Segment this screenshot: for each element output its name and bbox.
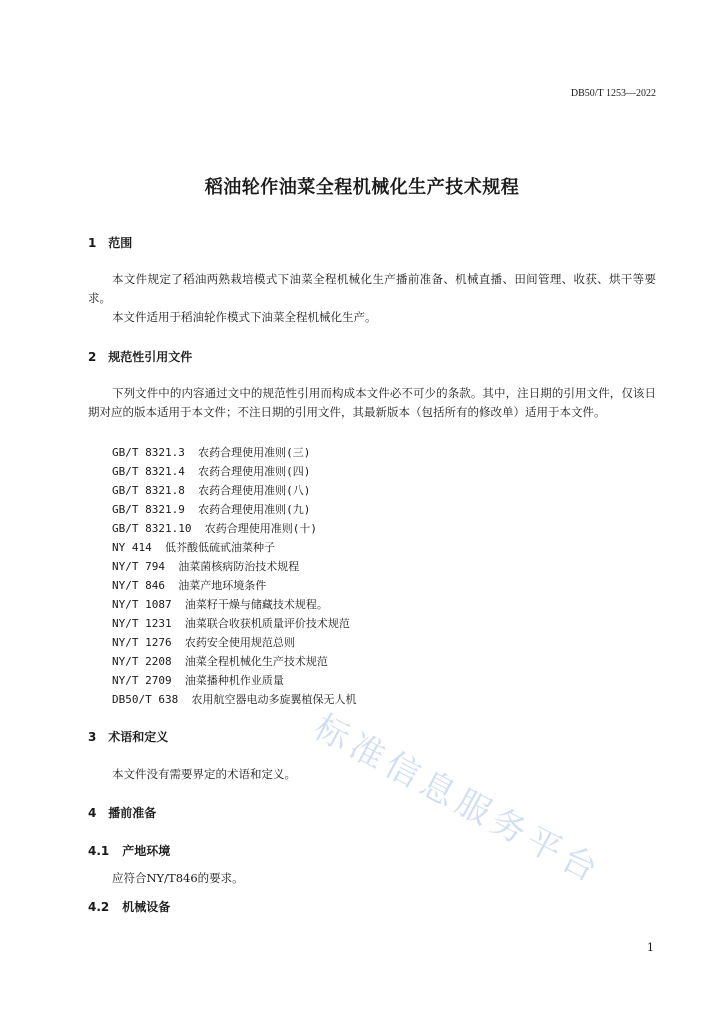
reference-item: NY/T 2208 油菜全程机械化生产技术规范 [112,655,328,668]
reference-item: NY/T 794 油菜菌核病防治技术规程 [112,560,300,573]
section-title: 范围 [108,236,133,250]
section-title: 术语和定义 [108,730,169,744]
reference-item: NY/T 1231 油菜联合收获机质量评价技术规范 [112,617,350,630]
section-number: 3 [88,730,97,744]
reference-item: DB50/T 638 农用航空器电动多旋翼植保无人机 [112,693,357,706]
watermark: 标准信息服务平台 [307,707,609,893]
reference-item: NY/T 2709 油菜播种机作业质量 [112,674,284,687]
reference-item: GB/T 8321.9 农药合理使用准则(九) [112,503,311,516]
section-4-1-paragraph-1: 应符合NY/T846的要求。 [112,871,244,885]
reference-item: NY/T 846 油菜产地环境条件 [112,579,267,592]
section-number: 1 [88,236,97,250]
section-number: 4.2 [88,900,110,914]
reference-item: GB/T 8321.8 农药合理使用准则(八) [112,484,311,497]
section-2-heading [88,348,192,365]
reference-item: GB/T 8321.3 农药合理使用准则(三) [112,446,311,459]
section-1-paragraph-2: 本文件适用于稻油轮作模式下油菜全程机械化生产。 [112,310,377,324]
section-4-1-heading [88,842,170,859]
section-title: 播前准备 [108,806,157,820]
section-4-heading [88,804,156,821]
reference-list [112,443,356,709]
section-number: 2 [88,350,97,364]
section-title: 规范性引用文件 [108,350,193,364]
section-1-heading [88,234,132,251]
section-1-paragraph-1: 本文件规定了稻油两熟栽培模式下油菜全程机械化生产播前准备、机械直播、田间管理、收获、烘干等要求。 [88,272,656,305]
page-number: 1 [647,941,654,954]
section-title: 机械设备 [122,900,171,914]
reference-item: NY/T 1087 油菜籽干燥与储藏技术规程。 [112,598,328,611]
document-code: DB50/T 1253—2022 [570,88,656,99]
section-number: 4 [88,806,97,820]
section-4-2-heading [88,898,170,915]
section-title: 产地环境 [122,844,171,858]
reference-item: GB/T 8321.10 农药合理使用准则(十) [112,522,317,535]
reference-item: NY 414 低芥酸低硫甙油菜种子 [112,541,275,554]
reference-item: GB/T 8321.4 农药合理使用准则(四) [112,465,311,478]
section-3-paragraph-1: 本文件没有需要界定的术语和定义。 [112,767,296,781]
section-2-paragraph-1: 下列文件中的内容通过文中的规范性引用而构成本文件必不可少的条款。其中，注日期的引用文件，仅该日期对应的版本适用于本文件；不注日期的引用文件，其最新版本（包括所有的修改单）适用于本文件。 [88,386,656,419]
section-3-heading [88,728,168,745]
section-number: 4.1 [88,844,110,858]
reference-item: NY/T 1276 农药安全使用规范总则 [112,636,295,649]
document-title: 稻油轮作油菜全程机械化生产技术规程 [204,177,520,198]
